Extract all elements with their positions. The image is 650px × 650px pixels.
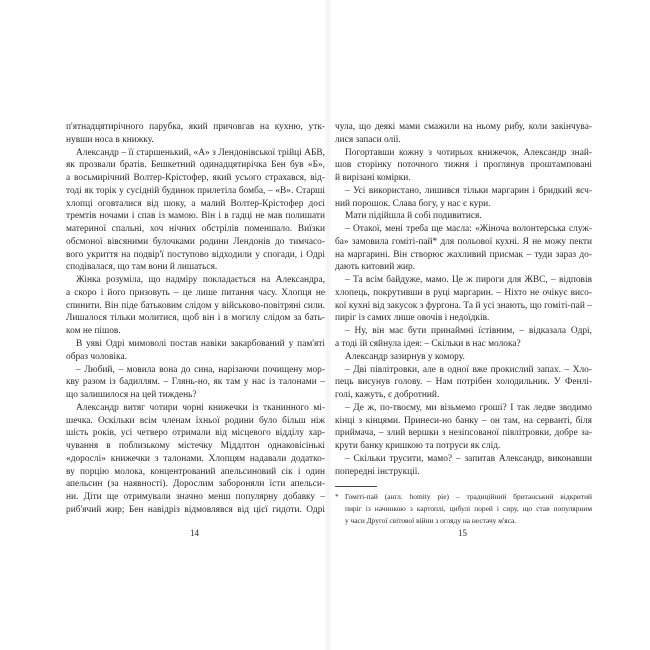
- text-line: Александр зазирнув у комору.: [345, 351, 465, 362]
- text-line: голі, кажуть, є добротний.: [335, 390, 440, 401]
- text-line: й вирізані комірки.: [335, 173, 411, 184]
- left-page-number: 14: [190, 528, 199, 538]
- text-line: – Скільки трусити, мамо? – запитав Александр, виконавши: [345, 453, 592, 464]
- text-line: як прозвали братів. Бешкетний одинадцятирічка Бен був «Б»,: [66, 160, 325, 171]
- text-line: Жінка розуміла, що надміру покладається на Александра,: [76, 275, 325, 286]
- footnote-line: пиріг із начинкою з картоплі, цибулі порей і сиру, що став популярним: [345, 504, 592, 513]
- footnote-rule: [335, 486, 377, 487]
- text-line: В уяві Одрі мимоволі постав навіки закарбований у пам'яті: [76, 339, 325, 350]
- text-line: дають китовий жир.: [335, 262, 416, 273]
- footnote-line: Гоміті-пай (англ. homity pie) – традиційний британський відкритий: [345, 492, 592, 501]
- text-line: – Ну, він має бути принаймні їстівним, – відказала Одрі,: [345, 326, 592, 337]
- text-line: п'ятнадцятирічного парубка, який причовгав на кухню, утк-: [66, 122, 325, 132]
- text-line: – Отакої, мені треба ще масла: «Жіноча волонтерська служ-: [345, 224, 592, 235]
- text-line: ба» замовила гоміті-пай* для польової кухні. Я не можу пекти: [335, 236, 592, 247]
- text-line: материної спальні, хоч нічних обстрілів поменшало. Виїзки: [66, 224, 325, 235]
- text-line: кої кухні від закусок з фургона. Та й усі знають, що гоміті-пай –: [335, 300, 592, 311]
- text-line: Лишалося тільки молитися, щоб він і в могилу слідом за бать-: [66, 313, 325, 324]
- text-line: – Де ж, по-твоєму, ми візьмемо гроші? І так ледве зводимо: [345, 402, 592, 413]
- text-line: шість років, усі четверо отримали від місцевого відділу хар-: [66, 428, 325, 439]
- text-line: спинити. Він піде батьковим слідом у військово-повітряні сили.: [66, 300, 325, 311]
- text-line: пець висунув голову. – Нам потрібен холодильник. У Фенлі-: [335, 377, 592, 388]
- text-line: шечка. Оскільки всім членам їхньої родини було більш ніж: [66, 415, 325, 426]
- text-line: – Дві півлітровки, але в одної вже прокислий запах. – Хло-: [345, 364, 592, 375]
- text-line: на маргарині. Він створює жахливий присмак – туди зараз до-: [335, 249, 592, 260]
- text-line: а тоді їй сяйнула ідея: – Скільки в нас молока?: [335, 339, 521, 350]
- text-line: ву порцію молока, концентрований апельсиновий сік і один: [66, 466, 325, 477]
- text-line: «дорослі» книжечки з талонами. Хлопцям надавали додатко-: [66, 453, 325, 464]
- text-line: хлопець, покрутивши в руці маргарин. – Ніхто не очікує висо-: [335, 287, 592, 298]
- book-gutter: [324, 0, 332, 650]
- text-line: пиріг із самих лише овочів і недоїдків.: [335, 313, 490, 324]
- text-line: приймача, – злий вершки з незіпсованої півлітровки, добре за-: [335, 428, 592, 439]
- text-line: а восьмирічний Волтер-Крістофер, який усього страхався, від-: [66, 173, 325, 184]
- text-line: Мати підійшла й собі подивитися.: [345, 211, 482, 222]
- text-line: що залишилося на цей тиждень?: [66, 390, 197, 401]
- text-line: кву разом із бадиллям. – Глянь-но, як там у нас із талонами –: [66, 377, 325, 388]
- text-line: шов сторінку поточного тижня і проглянув проштамповані: [335, 160, 592, 171]
- text-line: Александр – її старшенький, «А» з Лендонівської трійці АБВ,: [76, 147, 325, 158]
- text-line: ний порошок. Слава богу, у нас є кури.: [335, 198, 491, 209]
- text-line: попередні інструкції.: [335, 466, 420, 477]
- text-line: хлопці оговталися від шоку, а малий Волтер-Крістофер досі: [66, 198, 325, 209]
- text-line: сподівалася, що там вони й лишаться.: [66, 262, 218, 273]
- footnote: [335, 491, 592, 527]
- footnote-mark: *: [335, 492, 339, 501]
- text-line: ком не пішов.: [66, 326, 121, 337]
- text-line: обсмоної вівсяними булочками родини Лендонів до тимчасо-: [66, 236, 325, 247]
- text-line: кінці з кінцями. Принеси-но банку – он там, на серванті, біля: [335, 415, 592, 426]
- text-line: Александр витяг чотири чорні книжечки із тканинного мі-: [76, 402, 325, 413]
- right-page-number: 15: [458, 528, 467, 538]
- text-line: Погортавши кожну з чотирьох книжечок, Александр знай-: [345, 147, 592, 158]
- footnote-line: у часи Другої світової війни з огляду на нестачу м'яса.: [345, 516, 517, 525]
- text-line: лися запаси олії.: [335, 134, 401, 145]
- text-line: апельсин (за наявності). Дорослим забороняли їсти апельси-: [66, 479, 325, 490]
- text-line: – Любий, – мовила вона до сина, нарізаючи почищену мор-: [76, 364, 325, 375]
- text-line: а скоро і його призовуть – це лише питання часу. Хлопця не: [66, 287, 325, 298]
- text-line: тоді як торік у сусідній будинок прилетіла бомба, – «В». Старші: [66, 185, 325, 196]
- text-line: – Та всім байдуже, мамо. Це ж пироги для ЖВС, – відповів: [345, 275, 592, 286]
- right-page-text: [335, 121, 592, 478]
- text-line: – Усі використано, лишився тільки маргарин і бридкий яєч-: [345, 185, 592, 196]
- left-page-text: [66, 121, 325, 517]
- text-line: ни. Діти ще отримували значно менш популярну добавку –: [66, 492, 325, 503]
- text-line: чування в поблизькому містечку Міддлтон однаковісінькі: [66, 441, 325, 452]
- text-line: риб'ячий жир; Бен навідріз відмовлявся від цієї гидоти. Одрі: [66, 504, 325, 515]
- text-line: тремтів ночами і спав із мамою. Він і в гадці не мав полишати: [66, 211, 325, 222]
- text-line: образ чоловіка.: [66, 351, 127, 362]
- text-line: крути банку кришкою та потруси як слід.: [335, 441, 501, 452]
- text-line: чула, що деякі мами смажили на ньому рибу, коли закінчува-: [335, 122, 592, 132]
- text-line: вого укриття на подвір'ї поступово відходили у спогади, і Одрі: [66, 249, 325, 260]
- text-line: нувши носа в книжку.: [66, 134, 154, 145]
